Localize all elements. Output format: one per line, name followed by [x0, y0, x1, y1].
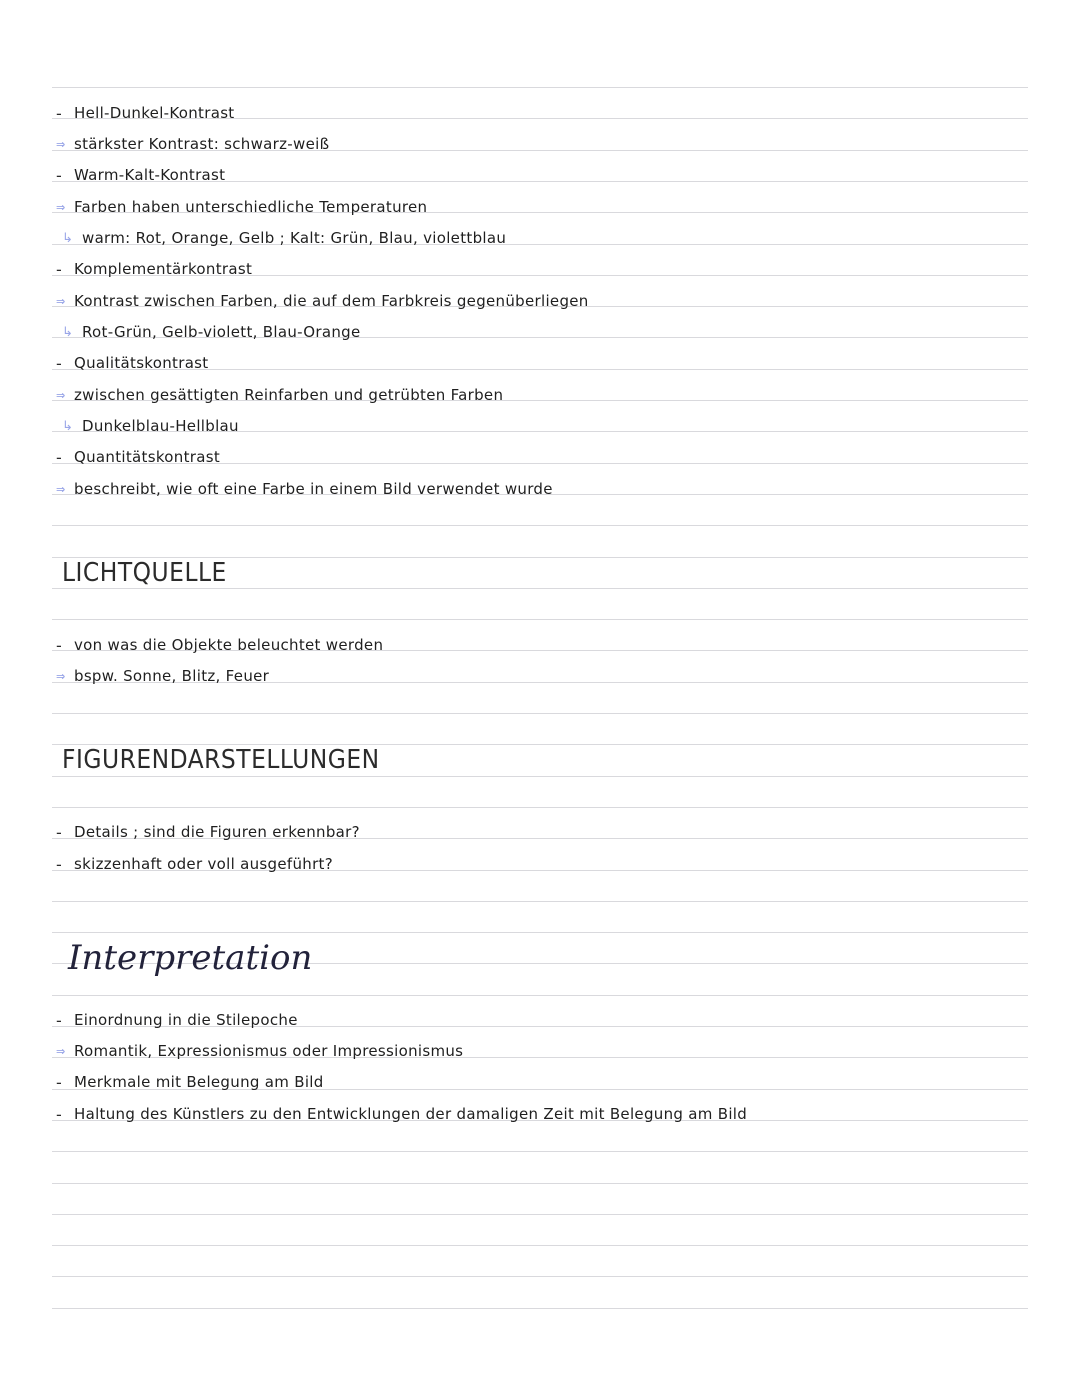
dash-icon: - [56, 447, 63, 467]
ruled-line [52, 588, 1028, 589]
dash-icon: - [56, 854, 63, 874]
ruled-line [52, 1245, 1028, 1246]
note-line [56, 664, 269, 688]
double-arrow-icon: ⇒ [56, 200, 66, 214]
ruled-line [52, 995, 1028, 996]
note-line [56, 1039, 463, 1063]
note-text: Details ; sind die Figuren erkennbar? [74, 823, 360, 841]
ruled-line [52, 807, 1028, 808]
note-line [56, 257, 252, 281]
ruled-line [52, 87, 1028, 88]
note-text: Einordnung in die Stilepoche [74, 1011, 298, 1029]
note-text: beschreibt, wie oft eine Farbe in einem Bild verwendet wurde [74, 480, 553, 498]
ruled-line [52, 932, 1028, 933]
dash-icon: - [56, 822, 63, 842]
note-line [56, 195, 427, 219]
note-line [56, 820, 360, 844]
note-text: zwischen gesättigten Reinfarben und getrübten Farben [74, 386, 504, 404]
note-text: von was die Objekte beleuchtet werden [74, 636, 384, 654]
note-text: Rot-Grün, Gelb-violett, Blau-Orange [82, 323, 361, 341]
note-line [56, 289, 589, 313]
ruled-line [52, 1183, 1028, 1184]
note-text: warm: Rot, Orange, Gelb ; Kalt: Grün, Blau, violettblau [82, 229, 507, 247]
note-text: Dunkelblau-Hellblau [82, 417, 239, 435]
dash-icon: - [56, 635, 63, 655]
note-text: bspw. Sonne, Blitz, Feuer [74, 667, 270, 685]
ruled-line [52, 713, 1028, 714]
note-text: Warm-Kalt-Kontrast [74, 166, 226, 184]
note-line [56, 1008, 298, 1032]
section-heading: Interpretation [58, 938, 322, 978]
note-text: Quantitätskontrast [74, 448, 221, 466]
note-line [56, 226, 506, 250]
note-line [56, 1070, 324, 1094]
note-line [56, 414, 239, 438]
note-text: Qualitätskontrast [74, 354, 209, 372]
hook-arrow-icon: ↳ [62, 230, 74, 246]
ruled-line [52, 525, 1028, 526]
dash-icon: - [56, 165, 63, 185]
note-text: Farben haben unterschiedliche Temperaturen [74, 198, 428, 216]
dash-icon: - [56, 1010, 63, 1030]
ruled-line [52, 1214, 1028, 1215]
note-line [56, 383, 503, 407]
note-text: Kontrast zwischen Farben, die auf dem Farbkreis gegenüberliegen [74, 292, 589, 310]
note-text: Haltung des Künstlers zu den Entwicklungen der damaligen Zeit mit Belegung am Bild [74, 1105, 748, 1123]
hook-arrow-icon: ↳ [62, 418, 74, 434]
ruled-line [52, 776, 1028, 777]
note-line [56, 320, 361, 344]
section-heading: LICHTQUELLE [58, 558, 231, 588]
note-text: Romantik, Expressionismus oder Impressionismus [74, 1042, 464, 1060]
note-line [56, 351, 208, 375]
note-line [56, 132, 329, 156]
double-arrow-icon: ⇒ [56, 482, 66, 496]
note-text: stärkster Kontrast: schwarz-weiß [74, 135, 330, 153]
double-arrow-icon: ⇒ [56, 137, 66, 151]
ruled-line [52, 619, 1028, 620]
dash-icon: - [56, 1104, 63, 1124]
note-text: Merkmale mit Belegung am Bild [74, 1073, 324, 1091]
double-arrow-icon: ⇒ [56, 388, 66, 402]
note-line [56, 1102, 747, 1126]
note-line [56, 852, 333, 876]
section-heading: FIGURENDARSTELLUNGEN [58, 745, 384, 775]
double-arrow-icon: ⇒ [56, 294, 66, 308]
ruled-line [52, 1276, 1028, 1277]
note-line [56, 633, 383, 657]
note-line [56, 163, 225, 187]
note-line [56, 477, 553, 501]
dash-icon: - [56, 353, 63, 373]
note-text: Hell-Dunkel-Kontrast [74, 104, 235, 122]
ruled-line [52, 1308, 1028, 1309]
note-line [56, 101, 235, 125]
dash-icon: - [56, 1072, 63, 1092]
double-arrow-icon: ⇒ [56, 669, 66, 683]
hook-arrow-icon: ↳ [62, 324, 74, 340]
ruled-line [52, 1151, 1028, 1152]
double-arrow-icon: ⇒ [56, 1044, 66, 1058]
dash-icon: - [56, 103, 63, 123]
note-text: Komplementärkontrast [74, 260, 253, 278]
note-line [56, 445, 220, 469]
ruled-line [52, 901, 1028, 902]
note-text: skizzenhaft oder voll ausgeführt? [74, 855, 334, 873]
dash-icon: - [56, 259, 63, 279]
